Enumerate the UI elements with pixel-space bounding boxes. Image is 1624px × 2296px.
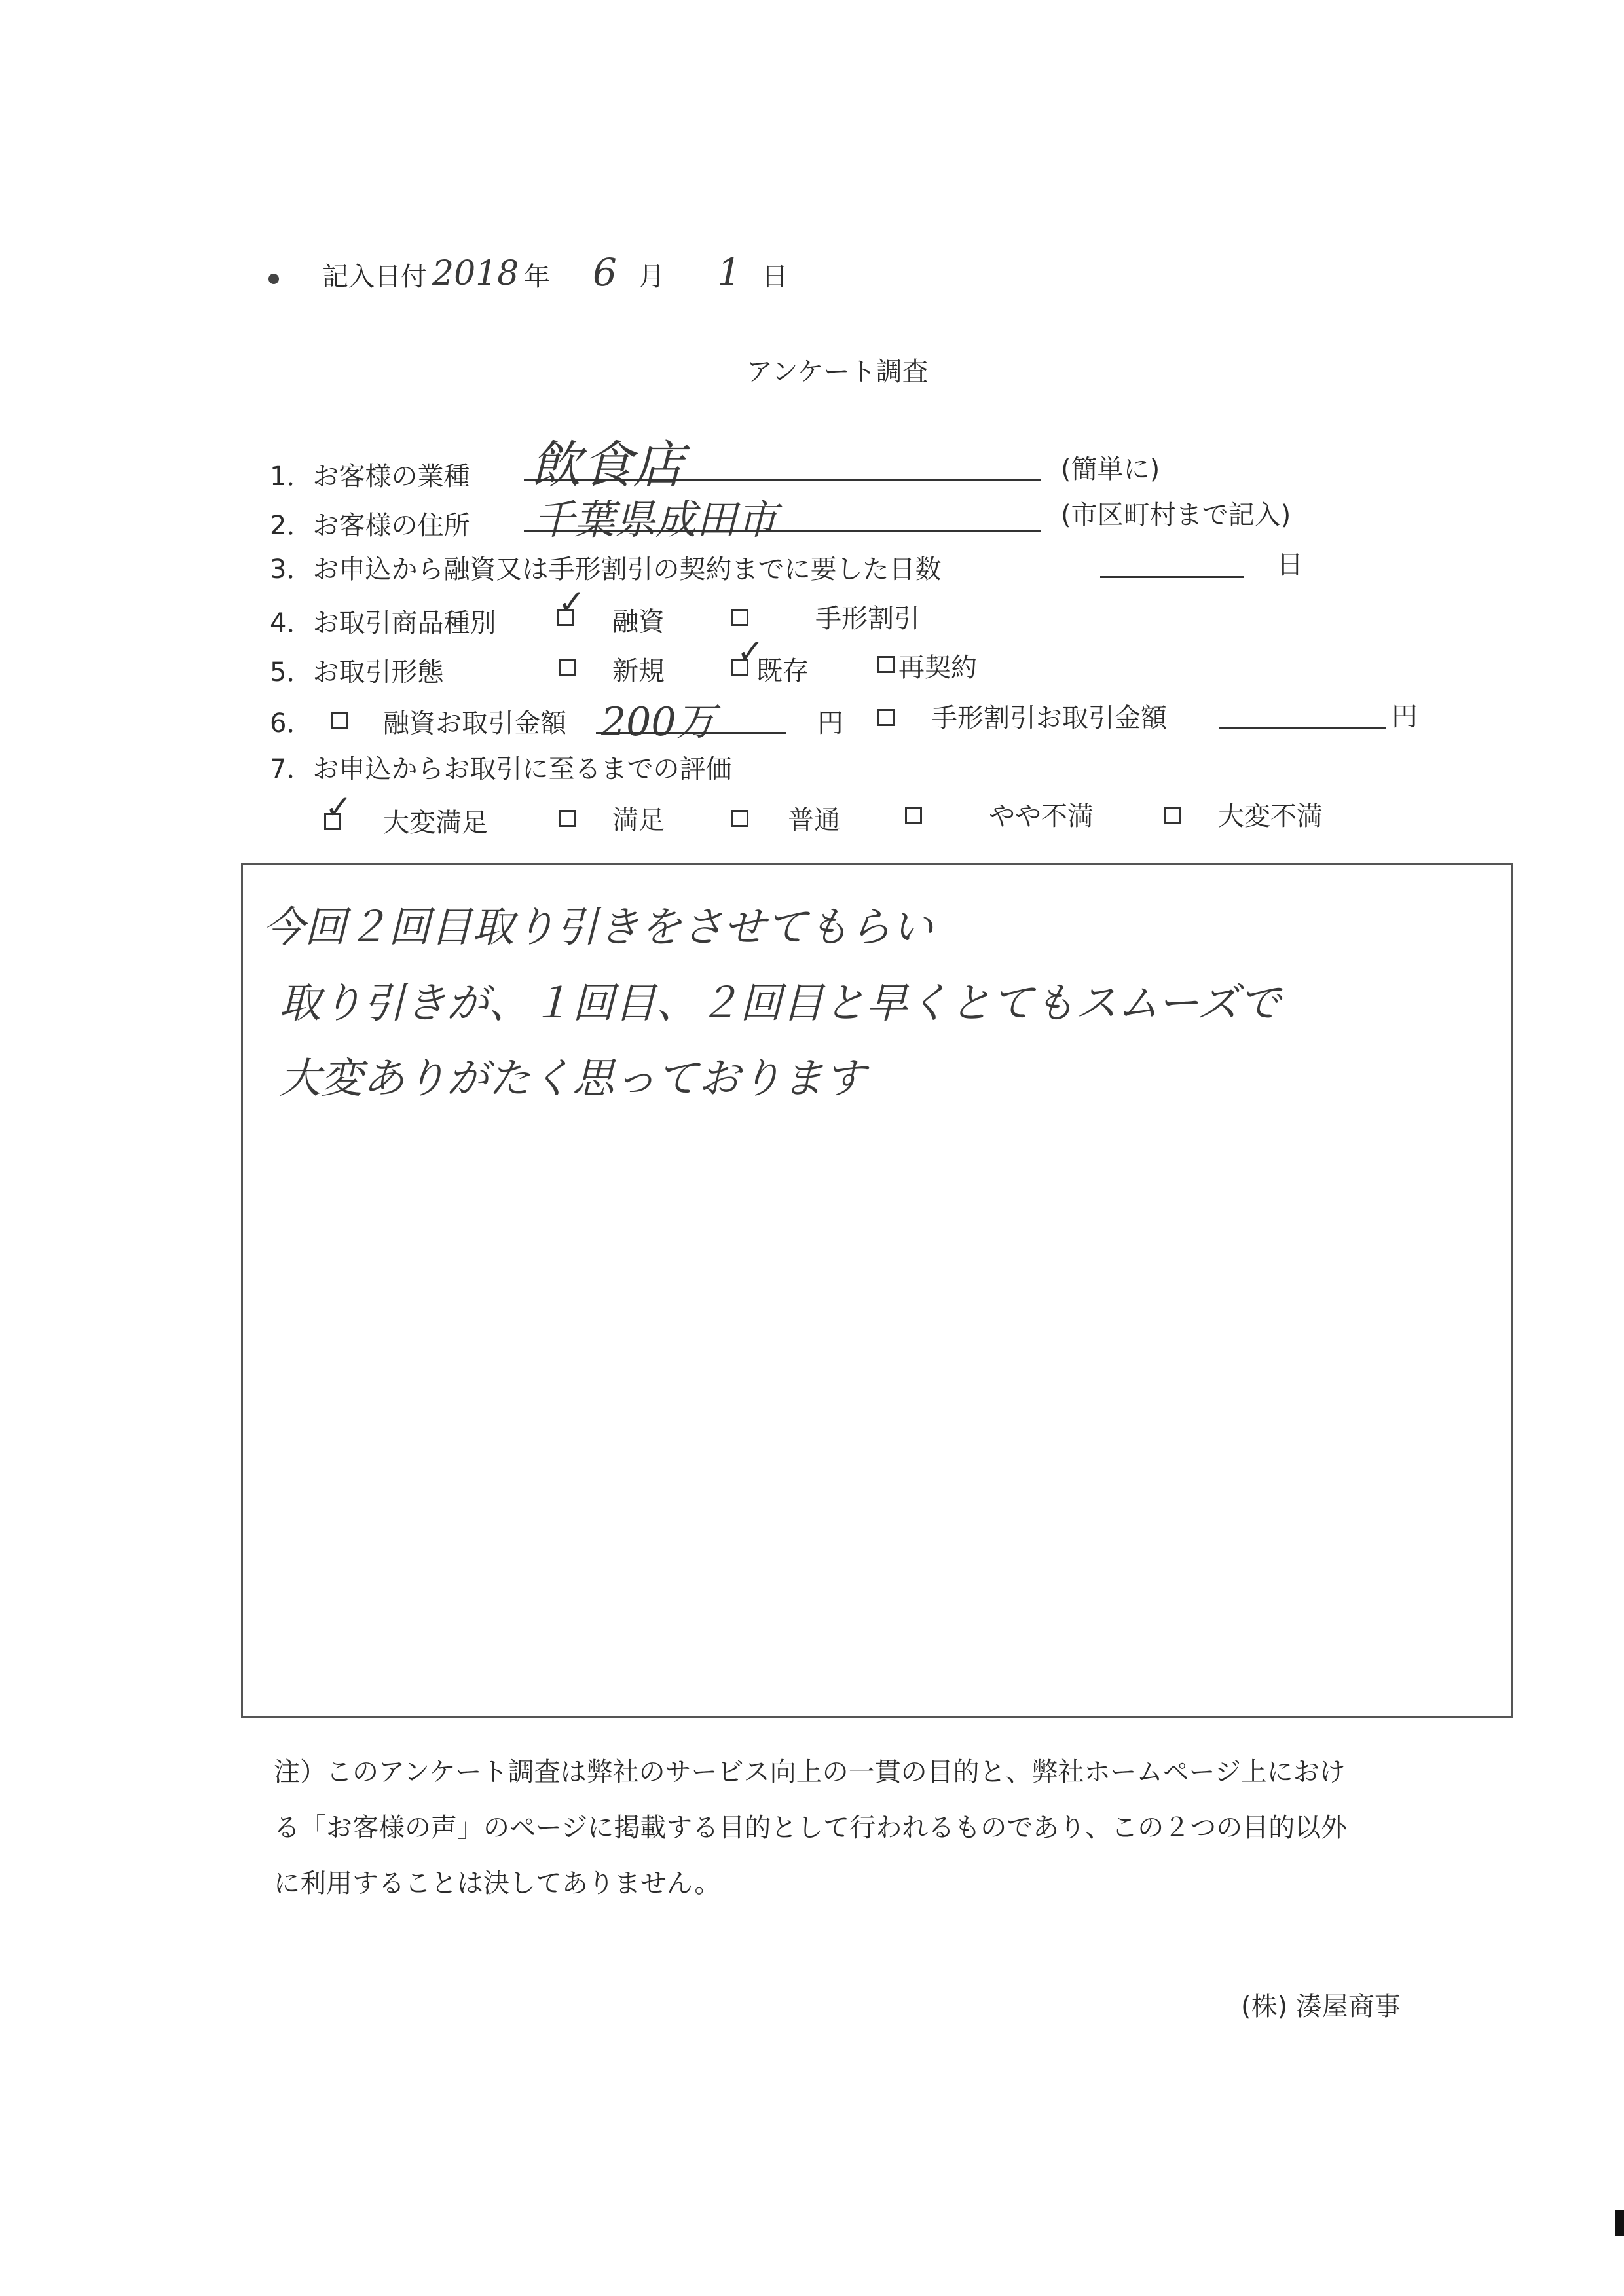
q1-underline (524, 479, 1041, 481)
q7-very-satisfied-checkmark: ✓ (325, 788, 352, 826)
q5-new-checkbox[interactable] (559, 659, 576, 676)
q7-satisfied-label: 満足 (612, 805, 665, 835)
note-line-1: 注）このアンケート調査は弊社のサービス向上の一貫の目的と、弊社ホームページ上におけ (274, 1757, 1346, 1787)
q4-label: 4．お取引商品種別 (270, 608, 496, 638)
q6-loan-checkbox[interactable] (331, 712, 348, 729)
q5-label: 5．お取引形態 (270, 657, 444, 687)
q6-yen2: 円 (1392, 702, 1418, 732)
q6-loan-amount[interactable]: 200万 (601, 699, 716, 745)
comment-line-2: 取り引きが、１回目、２回目と早くとてもスムーズで (279, 979, 1281, 1028)
q2-answer[interactable]: 千葉県成田市 (534, 496, 778, 543)
q7-normal-label: 普通 (788, 805, 840, 835)
q4-bill-checkbox[interactable] (731, 609, 748, 626)
q5-new-label: 新規 (612, 656, 665, 686)
date-year-unit: 年 (524, 262, 550, 292)
q7-somewhat-dissatisfied-checkbox[interactable] (905, 807, 922, 824)
q2-label: 2．お客様の住所 (270, 511, 470, 541)
q1-hint: (簡単に) (1061, 454, 1160, 484)
q6-yen: 円 (817, 708, 843, 738)
company-name: (株) 湊屋商事 (1241, 1992, 1401, 2022)
comment-box[interactable] (241, 863, 1513, 1718)
q3-unit: 日 (1277, 550, 1303, 580)
q7-very-dissatisfied-label: 大変不満 (1218, 801, 1323, 831)
note-line-3: に利用することは決してありません。 (274, 1868, 721, 1899)
q6-bill-label: 手形割引お取引金額 (931, 703, 1167, 733)
date-day: 1 (717, 250, 741, 295)
q6-bill-underline (1219, 727, 1386, 729)
date-day-unit: 日 (762, 262, 788, 292)
punch-hole-mark (268, 274, 279, 284)
q2-hint: (市区町村まで記入) (1061, 500, 1291, 530)
date-month: 6 (593, 250, 617, 295)
page-title: アンケート調査 (747, 357, 929, 387)
q4-loan-checkmark: ✓ (558, 583, 585, 621)
q2-underline (524, 530, 1041, 532)
q7-very-dissatisfied-checkbox[interactable] (1164, 807, 1181, 824)
q5-renewal-checkbox[interactable] (877, 656, 895, 673)
q4-loan-label: 融資 (612, 607, 665, 637)
q1-label: 1．お客様の業種 (270, 462, 470, 492)
q5-renewal-label: 再契約 (898, 653, 977, 683)
q4-bill-label: 手形割引 (815, 604, 920, 634)
q7-label: 7．お申込からお取引に至るまでの評価 (270, 754, 732, 784)
q3-label: 3．お申込から融資又は手形割引の契約までに要した日数 (270, 555, 942, 585)
date-year: 2018 (432, 254, 519, 293)
q1-answer[interactable]: 飲食店 (530, 436, 684, 495)
q5-existing-label: 既存 (756, 656, 809, 686)
date-label: 記入日付 (322, 262, 427, 292)
q7-satisfied-checkbox[interactable] (559, 810, 576, 827)
q7-normal-checkbox[interactable] (731, 810, 748, 827)
q6-label: 6． (270, 708, 313, 738)
q7-somewhat-dissatisfied-label: やや不満 (989, 801, 1094, 831)
comment-line-3: 大変ありがたく思っております (279, 1055, 866, 1103)
comment-line-1: 今回２回目取り引きをさせてもらい (263, 903, 933, 952)
q6-loan-underline (596, 732, 786, 734)
edge-mark (1615, 2210, 1624, 2236)
note-line-2: る「お客様の声」のページに掲載する目的として行われるものであり、この２つの目的以外 (274, 1813, 1348, 1843)
q6-loan-label: 融資お取引金額 (383, 708, 566, 738)
q7-very-satisfied-label: 大変満足 (383, 808, 488, 838)
q6-bill-checkbox[interactable] (877, 709, 895, 726)
q3-underline (1100, 576, 1244, 578)
q5-existing-checkmark: ✓ (737, 632, 764, 670)
date-month-unit: 月 (638, 262, 665, 292)
